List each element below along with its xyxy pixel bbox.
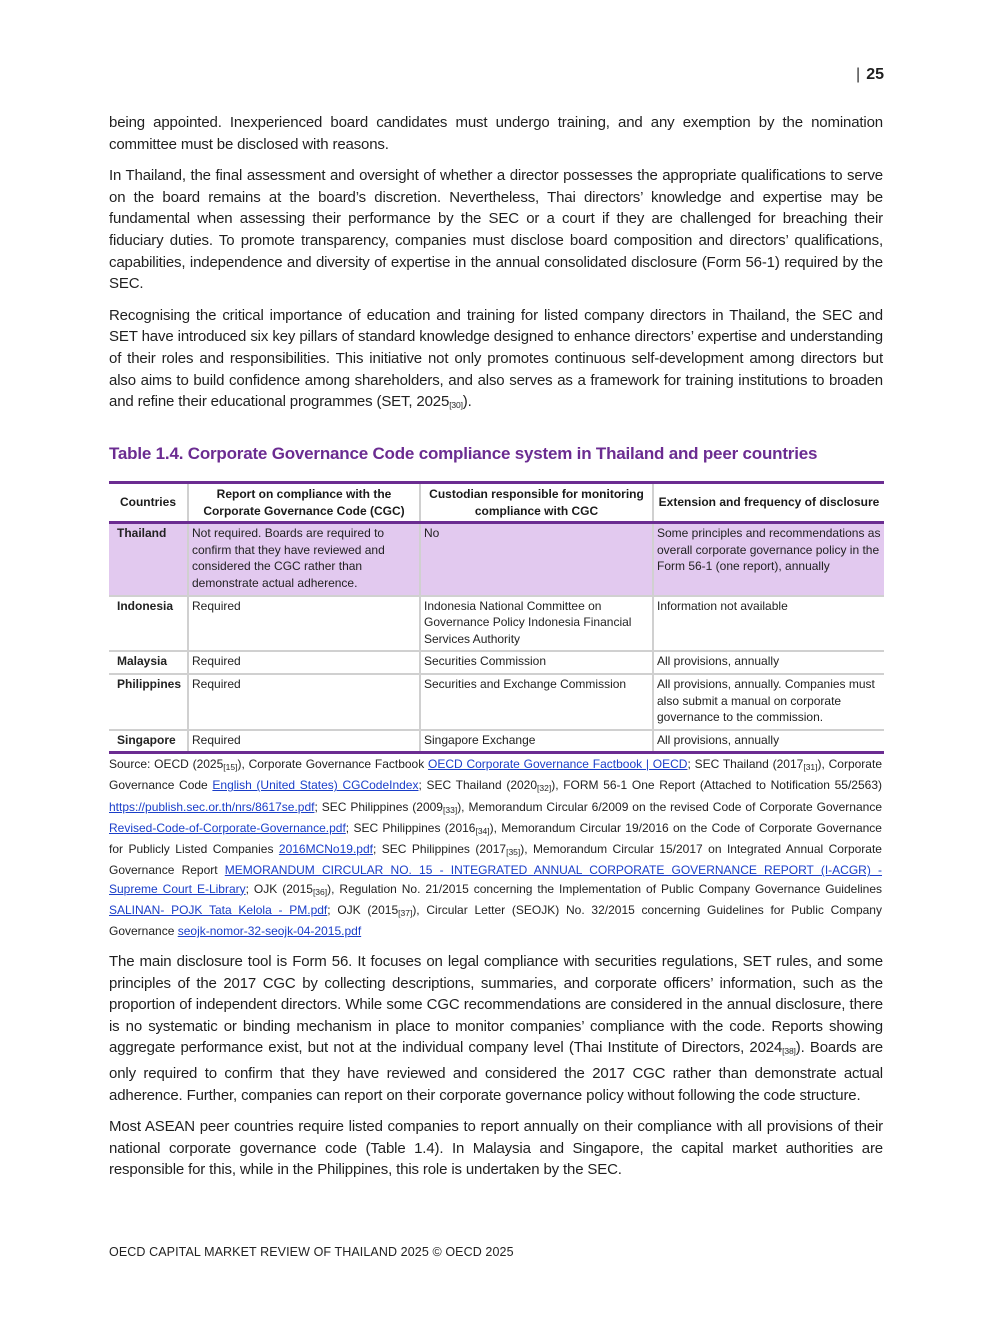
cell-custodian: Singapore Exchange bbox=[420, 730, 653, 753]
cell-extension: Information not available bbox=[653, 596, 884, 652]
table-header-row bbox=[109, 483, 884, 523]
body-text-top bbox=[109, 112, 883, 427]
cell-extension: All provisions, annually bbox=[653, 651, 884, 674]
page-footer: OECD CAPITAL MARKET REVIEW OF THAILAND 2025 © OECD 2025 bbox=[109, 1245, 514, 1259]
paragraph: being appointed. Inexperienced board candidates must undergo training, and any exemption by the nomination committee must be disclosed with reasons. bbox=[109, 114, 883, 153]
source-text: ; OJK (2015 bbox=[327, 903, 399, 918]
source-text: ; SEC Thailand (2020 bbox=[418, 778, 538, 793]
source-text: ), Memorandum Circular 15/2017 on Integrated Annual Corporate Governance Report bbox=[109, 842, 882, 878]
source-link-pojk-tata-kelola[interactable]: SALINAN- POJK Tata Kelola - PM.pdf bbox=[109, 903, 328, 918]
paragraph-text: The main disclosure tool is Form 56. It focuses on legal compliance with securities regulations, SET rules, and some principles of the 2017 CGC by collecting descriptions, summaries, and corporate officers’ information, such as the proportion of independent directors. While some CGC recommendations are considered in the annual disclosure, there is no systematic or binding mechanism in place to monitor companies’ compliance with the code. Reports showing aggregate performance exist, but not at the individual company level (Thai Institute of Directors, 2024 bbox=[109, 953, 883, 1057]
cell-extension: All provisions, annually. Companies must also submit a manual on corporate governance to the commission. bbox=[653, 674, 884, 730]
citation-ref[interactable]: [37] bbox=[398, 908, 413, 919]
source-text: ), Circular Letter (SEOJK) No. 32/2015 concerning Guidelines for Public Company Governance bbox=[109, 903, 882, 939]
cell-extension: Some principles and recommendations as overall corporate governance policy in the Form 56-1 (one report), annually bbox=[653, 523, 884, 596]
source-link-seojk[interactable]: seojk-nomor-32-seojk-04-2015.pdf bbox=[177, 924, 362, 939]
cell-country: Singapore bbox=[109, 730, 188, 753]
header-countries: Countries bbox=[109, 483, 188, 523]
table-title: Table 1.4. Corporate Governance Code compliance system in Thailand and peer countries bbox=[109, 444, 818, 463]
cell-country: Indonesia bbox=[109, 596, 188, 652]
paragraph-text: ). Boards are only required to confirm that they have reviewed and considered the 2017 CGC rather than demonstrate actual adherence. Further, companies can report on their corporate governance policy without following the code structure. bbox=[109, 1039, 883, 1104]
cell-country: Malaysia bbox=[109, 651, 188, 674]
cell-report: Not required. Boards are required to confirm that they have reviewed and considered the CGC rather than demonstrate actual adherence. bbox=[188, 523, 420, 596]
source-text: ; SEC Philippines (2009 bbox=[314, 799, 443, 814]
source-text: Source: OECD (2025 bbox=[109, 757, 224, 771]
citation-ref[interactable]: [35] bbox=[506, 847, 521, 858]
source-link-cgcode-index[interactable]: English (United States) CGCodeIndex bbox=[212, 778, 419, 793]
table-row bbox=[109, 596, 884, 652]
source-text: ), Corporate Governance Code bbox=[109, 757, 882, 793]
table-row bbox=[109, 651, 884, 674]
table-row bbox=[109, 523, 884, 596]
citation-ref[interactable]: [15] bbox=[223, 762, 238, 772]
cell-custodian: Securities Commission bbox=[420, 651, 653, 674]
source-link-memorandum-circular-15[interactable]: MEMORANDUM CIRCULAR NO. 15 - INTEGRATED ANNUAL CORPORATE GOVERNANCE REPORT (I-ACGR) - Supreme Court E-Library bbox=[109, 863, 883, 896]
page-number bbox=[856, 66, 884, 84]
paragraph-text: Recognising the critical importance of education and training for listed company directors in Thailand, the SEC and SET have introduced six key pillars of standard knowledge designed to enhance directors’ expertise and understanding of their roles and responsibilities. This initiative not only promotes continuous self-development among directors but also aims to build confidence among shareholders, and also serves as a framework for training institutions to broaden and refine their educational programmes (SET, 2025 bbox=[109, 306, 883, 411]
cell-report: Required bbox=[188, 651, 420, 674]
table-row bbox=[109, 674, 884, 730]
source-link-revised-code[interactable]: Revised-Code-of-Corporate-Governance.pdf bbox=[109, 820, 346, 835]
citation-ref[interactable]: [36] bbox=[312, 886, 328, 897]
source-text: ; SEC Philippines (2016 bbox=[345, 820, 476, 835]
table-source-note bbox=[109, 755, 882, 941]
source-text: ), Corporate Governance Factbook bbox=[237, 757, 429, 771]
citation-ref[interactable]: [33] bbox=[443, 804, 458, 815]
cell-custodian: No bbox=[420, 523, 653, 596]
cell-report: Required bbox=[188, 730, 420, 753]
citation-ref[interactable]: [32] bbox=[537, 783, 552, 794]
paragraph bbox=[109, 951, 883, 1106]
citation-ref[interactable]: [31] bbox=[803, 762, 818, 772]
cell-report: Required bbox=[188, 674, 420, 730]
source-text: ), FORM 56-1 One Report (Attached to Notification 55/2563) bbox=[551, 778, 883, 793]
paragraph: Most ASEAN peer countries require listed companies to report annually on their compliance with all provisions of their national corporate governance code (Table 1.4). In Malaysia and Singapore, the capital market authorities are responsible for this, while in the Philippines, this role is undertaken by the SEC. bbox=[109, 1118, 883, 1179]
source-text: ), Memorandum Circular 6/2009 on the revised Code of Corporate Governance bbox=[457, 799, 882, 814]
source-link-2016mcno19[interactable]: 2016MCNo19.pdf bbox=[278, 842, 373, 857]
citation-ref[interactable]: [38] bbox=[782, 1046, 796, 1057]
source-text: ; SEC Thailand (2017 bbox=[687, 757, 804, 771]
page-number-value: 25 bbox=[866, 66, 884, 83]
paragraph-text: ). bbox=[462, 393, 472, 411]
citation-ref[interactable]: [34] bbox=[475, 825, 490, 836]
source-link-oecd-factbook[interactable]: OECD Corporate Governance Factbook | OECD bbox=[428, 757, 688, 771]
source-text: ), Regulation No. 21/2015 concerning the Implementation of Public Company Governance Guidelines bbox=[327, 881, 883, 896]
header-report: Report on compliance with the Corporate Governance Code (CGC) bbox=[188, 483, 420, 523]
cell-custodian: Indonesia National Committee on Governance Policy Indonesia Financial Services Authority bbox=[420, 596, 653, 652]
source-text: ), Memorandum Circular 19/2016 on the Code of Corporate Governance for Publicly Listed Companies bbox=[109, 820, 882, 857]
header-custodian: Custodian responsible for monitoring compliance with CGC bbox=[420, 483, 653, 523]
page-number-separator: | bbox=[856, 66, 861, 83]
cell-country: Thailand bbox=[109, 523, 188, 596]
paragraph: In Thailand, the final assessment and oversight of whether a director possesses the appropriate qualifications to serve on the board remains at the board’s discretion. Nevertheless, Thai directors’ knowledge and expertise may be fundamental when assessing their performance by the SEC or a court if they are challenged for breaching their fiduciary duties. To promote transparency, companies must disclose board composition and directors’ qualifications, capabilities, independence and diversity of expertise in the annual consolidated disclosure (Form 56-1) required by the SEC. bbox=[109, 167, 883, 293]
source-text: ; SEC Philippines (2017 bbox=[372, 842, 507, 857]
source-text: ; OJK (2015 bbox=[245, 881, 313, 896]
table-row bbox=[109, 730, 884, 753]
cell-extension: All provisions, annually bbox=[653, 730, 884, 753]
source-link-form-56-1[interactable]: https://publish.sec.or.th/nrs/8617se.pdf bbox=[109, 799, 315, 814]
citation-ref[interactable]: [30] bbox=[449, 400, 463, 411]
cell-report: Required bbox=[188, 596, 420, 652]
cgc-compliance-table bbox=[109, 481, 884, 754]
cell-custodian: Securities and Exchange Commission bbox=[420, 674, 653, 730]
header-extension: Extension and frequency of disclosure bbox=[653, 483, 884, 523]
body-text-bottom bbox=[109, 951, 883, 1191]
paragraph bbox=[109, 305, 883, 417]
cell-country: Philippines bbox=[109, 674, 188, 730]
